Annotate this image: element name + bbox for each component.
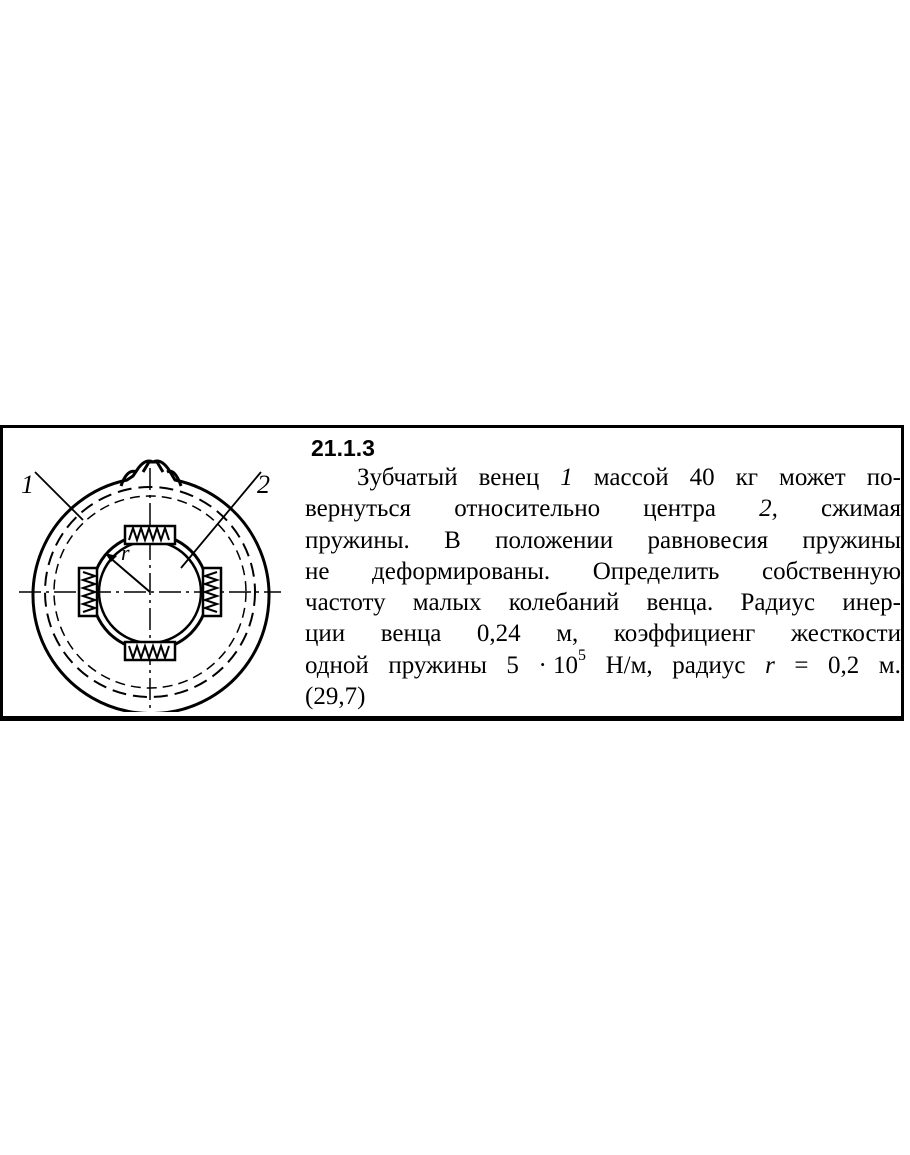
problem-box (0, 425, 904, 721)
text-line-1: Зубчатый венец 1 массой 40 кг может по- (357, 464, 901, 491)
label-radius-r: r (121, 540, 130, 565)
text-line-6: ции венца 0,24 м, коэффициенг жесткости (305, 620, 901, 648)
label-center-2: 2 (257, 470, 270, 499)
label-ring-1: 1 (21, 470, 34, 499)
text-line-5: частоту малых колебаний венца. Радиус инер- (305, 589, 901, 617)
problem-text (305, 434, 901, 712)
problem-number: 21.1.3 (311, 435, 375, 461)
text-line-4: не деформированы. Определить собственную (305, 557, 901, 585)
text-line-3: пружины. В положении равновесия пружины (305, 526, 901, 554)
text-line-2: вернуться относительно центра 2, сжимая (305, 495, 901, 523)
text-line-8-answer (305, 681, 901, 712)
text-line-7: одной пружины 5 · $10^5$ Н/м, радиус r = 0,2 м. (305, 647, 901, 679)
outer-rim (33, 461, 269, 712)
answer: (29,7) (305, 683, 366, 711)
gear-ring-figure (9, 450, 299, 712)
